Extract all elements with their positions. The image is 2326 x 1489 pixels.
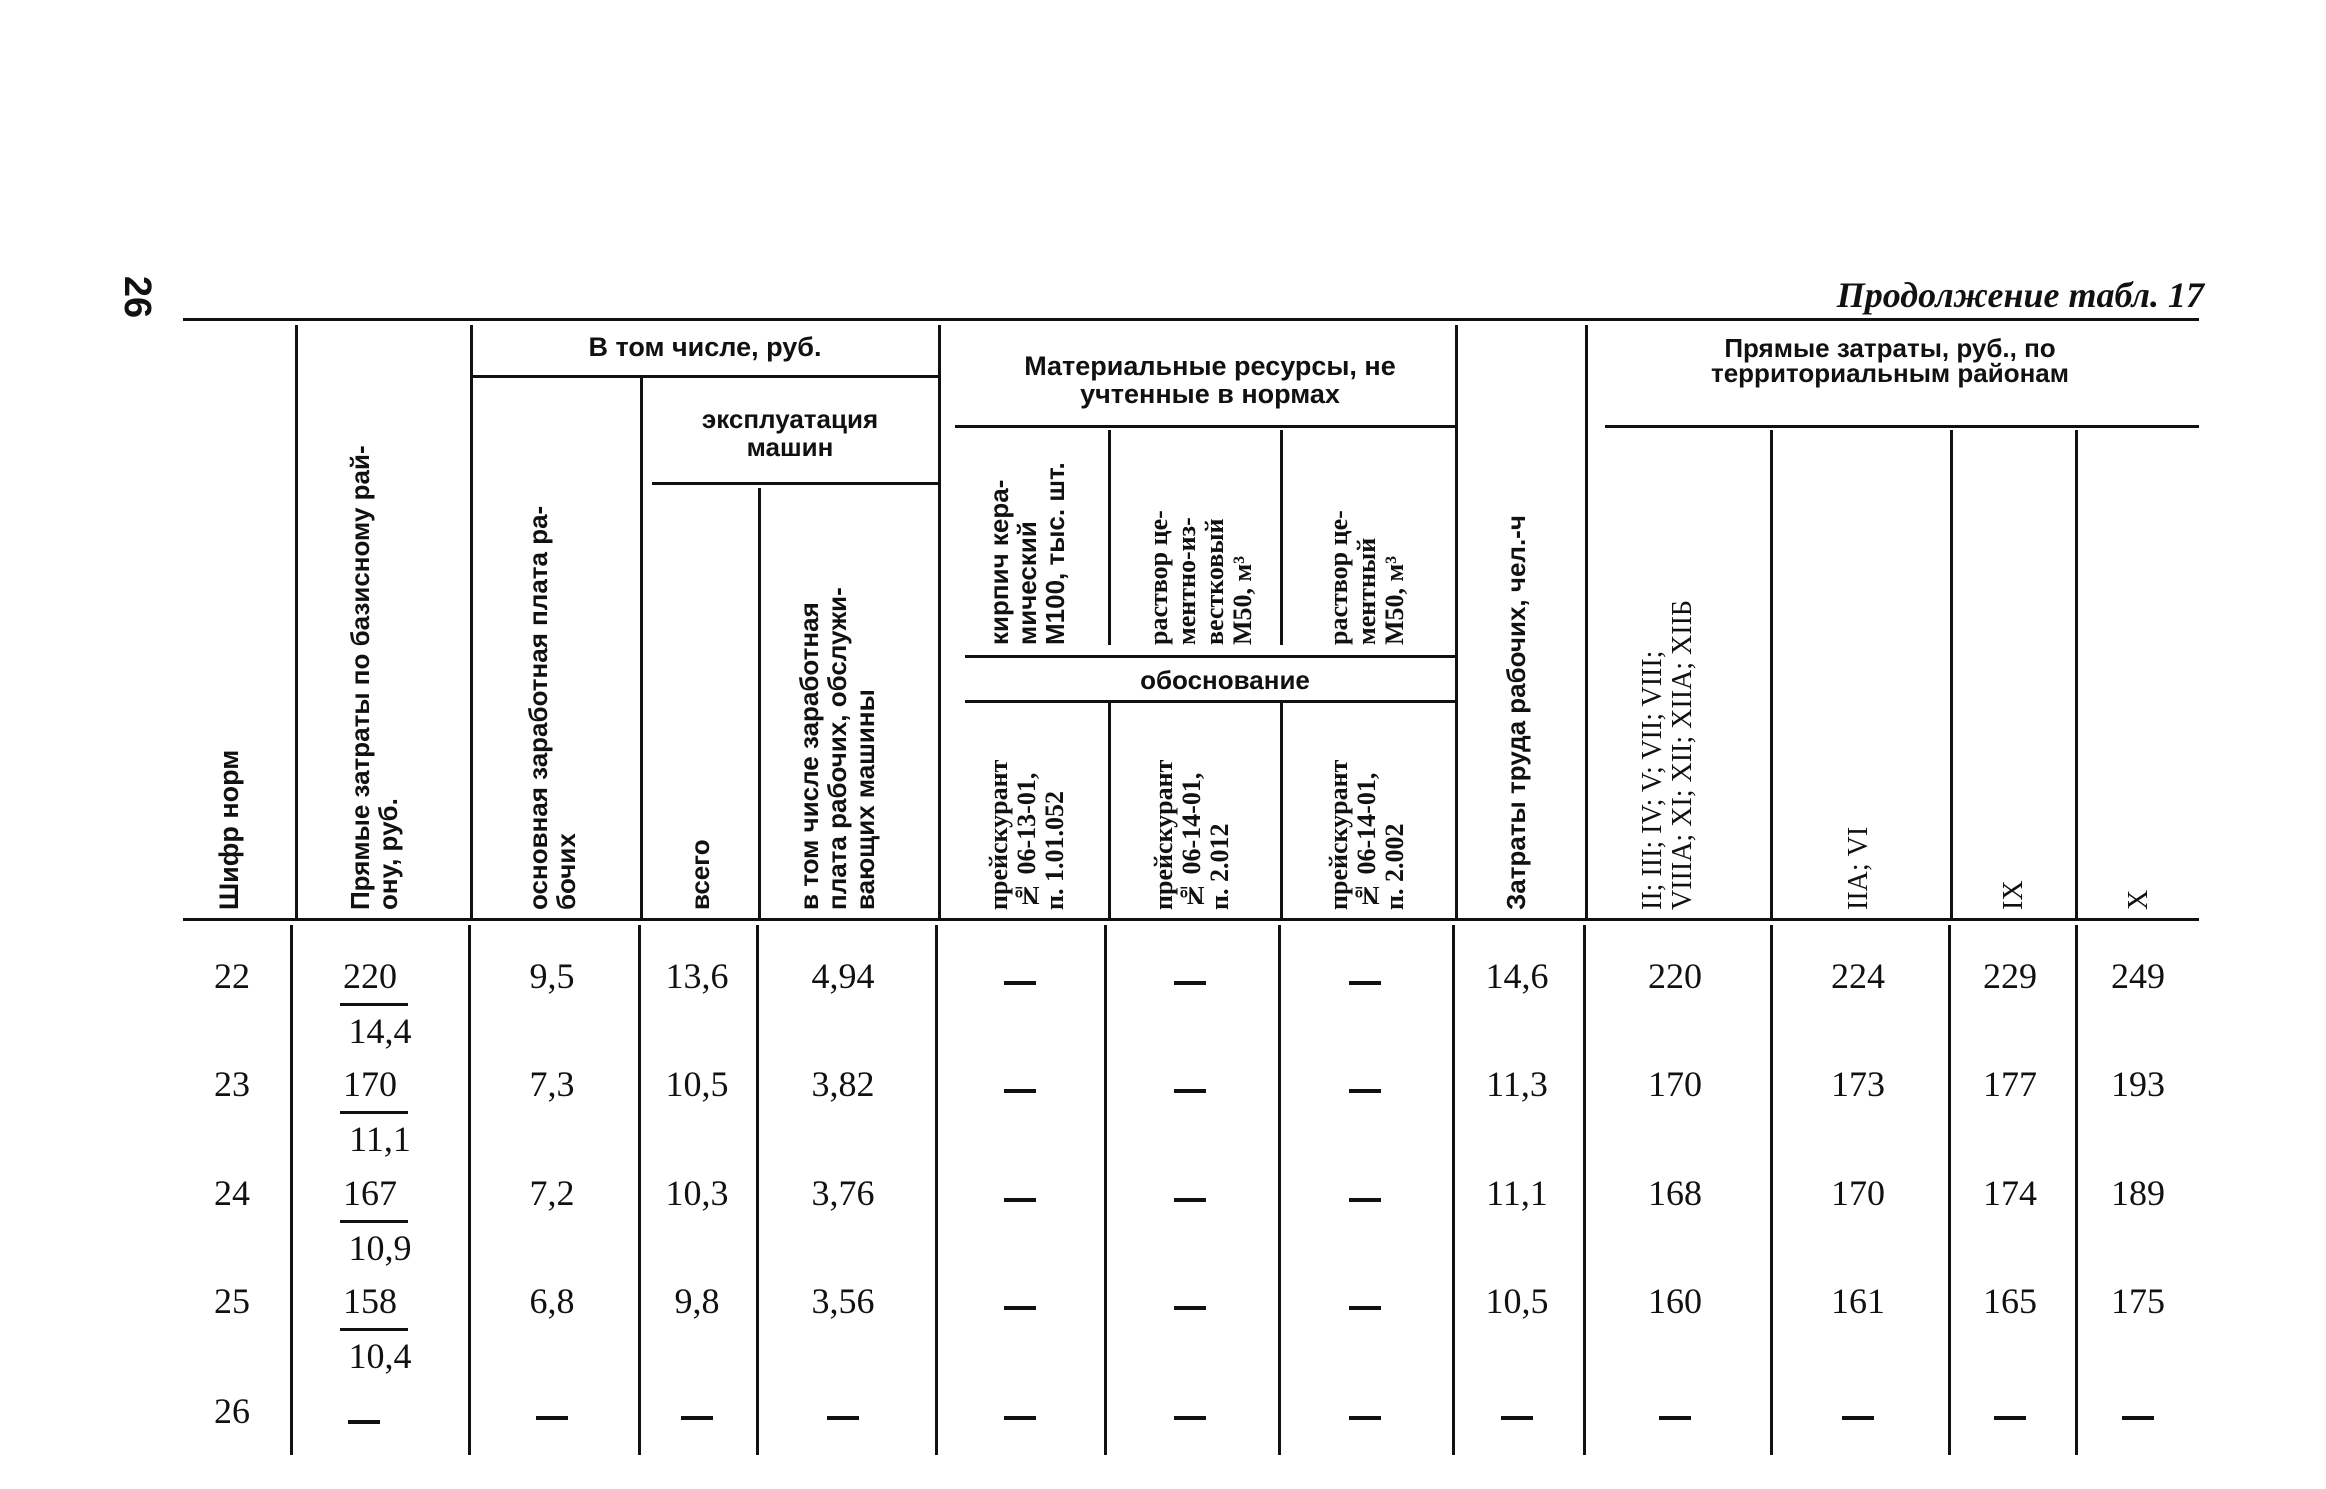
header-bottom-rule xyxy=(183,918,2199,921)
cell-r1: 220 xyxy=(1648,956,1702,996)
cell-r2: 161 xyxy=(1831,1281,1885,1321)
cell-direct-bottom: 10,9 xyxy=(348,1228,412,1268)
dash-mark xyxy=(1004,1198,1036,1202)
cell-r2: 170 xyxy=(1831,1173,1885,1213)
col-divider xyxy=(1455,325,1458,918)
header-base-wage: основная заработная плата ра- бочих xyxy=(523,505,581,910)
fraction-line xyxy=(340,1003,408,1006)
cell-direct-top: 167 xyxy=(343,1173,397,1213)
cell-m_total: 10,3 xyxy=(665,1173,729,1213)
header-code: Шифр норм xyxy=(214,749,244,910)
body-col-divider xyxy=(1452,925,1455,1455)
header-materials: Материальные ресурсы, не учтенные в нормах xyxy=(1024,351,1396,409)
dash-mark xyxy=(1174,981,1206,985)
header-mortar-lime: раствор це- ментно-из- вестковый М50, м³ xyxy=(1144,510,1257,645)
header-brick: кирпич кера- мический М100, тыс. шт. xyxy=(984,462,1070,645)
col-divider xyxy=(1950,430,1953,918)
cell-m_total: 9,8 xyxy=(674,1281,720,1321)
header-region-2: IIА; VI xyxy=(1843,826,1874,910)
header-divider xyxy=(470,375,938,378)
dash-mark xyxy=(1174,1089,1206,1093)
col-divider xyxy=(758,488,761,918)
body-col-divider xyxy=(935,925,938,1455)
cell-m_wage: 3,56 xyxy=(811,1281,875,1321)
col-divider xyxy=(1280,702,1283,918)
body-col-divider xyxy=(1583,925,1586,1455)
cell-m_total: 10,5 xyxy=(665,1064,729,1104)
body-col-divider xyxy=(1278,925,1281,1455)
dash-mark xyxy=(348,1420,380,1424)
fraction-line xyxy=(340,1220,408,1223)
body-col-divider xyxy=(1948,925,1951,1455)
cell-direct-bottom: 11,1 xyxy=(349,1119,411,1159)
cell-direct-top: 158 xyxy=(343,1281,397,1321)
header-machine-op: эксплуатация машин xyxy=(701,404,879,462)
cell-r2: 224 xyxy=(1831,956,1885,996)
fraction-line xyxy=(340,1111,408,1114)
dash-mark xyxy=(1349,1306,1381,1310)
col-divider xyxy=(938,325,941,918)
cell-code: 23 xyxy=(214,1064,250,1104)
header-mortar-cement: раствор це- ментный М50, м³ xyxy=(1324,510,1409,645)
body-col-divider xyxy=(1770,925,1773,1455)
page-number: 26 xyxy=(116,275,158,319)
header-just-2: прейскурант № 06-14-01, п. 2.012 xyxy=(1149,759,1234,910)
dash-mark xyxy=(1349,1416,1381,1420)
dash-mark xyxy=(2122,1416,2154,1420)
dash-mark xyxy=(1659,1416,1691,1420)
col-divider xyxy=(1585,325,1588,918)
col-divider xyxy=(1280,430,1283,645)
header-divider xyxy=(652,482,938,485)
top-rule xyxy=(183,318,2199,321)
cell-r4: 249 xyxy=(2111,956,2165,996)
dash-mark xyxy=(1004,981,1036,985)
dash-mark xyxy=(1004,1089,1036,1093)
cell-r4: 193 xyxy=(2111,1064,2165,1104)
cell-m_wage: 3,76 xyxy=(811,1173,875,1213)
cell-wage: 7,2 xyxy=(529,1173,575,1213)
body-col-divider xyxy=(1104,925,1107,1455)
dash-mark xyxy=(1349,1089,1381,1093)
header-machine-total: всего xyxy=(685,839,715,910)
cell-wage: 9,5 xyxy=(529,956,575,996)
cell-labor: 11,3 xyxy=(1486,1064,1548,1104)
dash-mark xyxy=(1501,1416,1533,1420)
body-col-divider xyxy=(2075,925,2078,1455)
col-divider xyxy=(470,325,473,918)
dash-mark xyxy=(1349,1198,1381,1202)
cell-r3: 165 xyxy=(1983,1281,2037,1321)
cell-code: 26 xyxy=(214,1391,250,1431)
col-divider xyxy=(2075,430,2078,918)
dash-mark xyxy=(827,1416,859,1420)
cell-direct-bottom: 14,4 xyxy=(348,1011,412,1051)
col-divider xyxy=(1108,702,1111,918)
header-machine-wage: в том числе заработная плата рабочих, обслужи- вающих машины xyxy=(794,587,880,910)
header-including: В том числе, руб. xyxy=(588,332,822,362)
cell-direct-top: 170 xyxy=(343,1064,397,1104)
cell-labor: 14,6 xyxy=(1485,956,1549,996)
cell-code: 25 xyxy=(214,1281,250,1321)
dash-mark xyxy=(1174,1306,1206,1310)
header-divider xyxy=(965,700,1455,703)
header-divider xyxy=(1605,425,2199,428)
cell-code: 24 xyxy=(214,1173,250,1213)
cell-m_wage: 3,82 xyxy=(811,1064,875,1104)
col-divider xyxy=(295,325,298,918)
table-caption: Продолжение табл. 17 xyxy=(1836,275,2204,315)
body-col-divider xyxy=(638,925,641,1455)
body-col-divider xyxy=(468,925,471,1455)
header-region-4: X xyxy=(2123,889,2154,910)
col-divider xyxy=(1770,430,1773,918)
body-col-divider xyxy=(756,925,759,1455)
cell-r1: 168 xyxy=(1648,1173,1702,1213)
cell-labor: 10,5 xyxy=(1485,1281,1549,1321)
cell-r3: 229 xyxy=(1983,956,2037,996)
dash-mark xyxy=(1174,1416,1206,1420)
cell-wage: 7,3 xyxy=(529,1064,575,1104)
header-labor: Затраты труда рабочих, чел.-ч xyxy=(1501,515,1531,910)
dash-mark xyxy=(536,1416,568,1420)
col-divider xyxy=(640,378,643,918)
cell-r2: 173 xyxy=(1831,1064,1885,1104)
cell-labor: 11,1 xyxy=(1486,1173,1548,1213)
cell-r1: 160 xyxy=(1648,1281,1702,1321)
dash-mark xyxy=(1842,1416,1874,1420)
header-direct-regions: Прямые затраты, руб., по территориальным районам xyxy=(1710,333,2069,388)
fraction-line xyxy=(340,1328,408,1331)
col-divider xyxy=(1108,430,1111,645)
cell-r1: 170 xyxy=(1648,1064,1702,1104)
dash-mark xyxy=(1349,981,1381,985)
header-justification: обоснование xyxy=(1140,665,1310,695)
header-direct-base: Прямые затраты по базисному рай- ону, руб. xyxy=(345,445,403,910)
header-region-1: II; III; IV; V; VII; VIII; VIIIА; XI; XII; XIIА; XIIБ xyxy=(1637,600,1698,910)
cell-r3: 174 xyxy=(1983,1173,2037,1213)
cell-r4: 189 xyxy=(2111,1173,2165,1213)
body-col-divider xyxy=(290,925,293,1455)
header-region-3: IX xyxy=(1998,880,2029,910)
cell-direct-bottom: 10,4 xyxy=(348,1336,412,1376)
dash-mark xyxy=(1004,1416,1036,1420)
dash-mark xyxy=(1174,1198,1206,1202)
dash-mark xyxy=(681,1416,713,1420)
header-just-1: прейскурант № 06-13-01, п. 1.01.052 xyxy=(984,759,1069,910)
dash-mark xyxy=(1004,1306,1036,1310)
dash-mark xyxy=(1994,1416,2026,1420)
header-divider xyxy=(965,655,1455,658)
cell-r4: 175 xyxy=(2111,1281,2165,1321)
cell-m_wage: 4,94 xyxy=(811,956,875,996)
cell-wage: 6,8 xyxy=(529,1281,575,1321)
cell-direct-top: 220 xyxy=(343,956,397,996)
header-just-3: прейскурант № 06-14-01, п. 2.002 xyxy=(1324,759,1409,910)
cell-m_total: 13,6 xyxy=(665,956,729,996)
header-divider xyxy=(955,425,1455,428)
cell-code: 22 xyxy=(214,956,250,996)
cell-r3: 177 xyxy=(1983,1064,2037,1104)
